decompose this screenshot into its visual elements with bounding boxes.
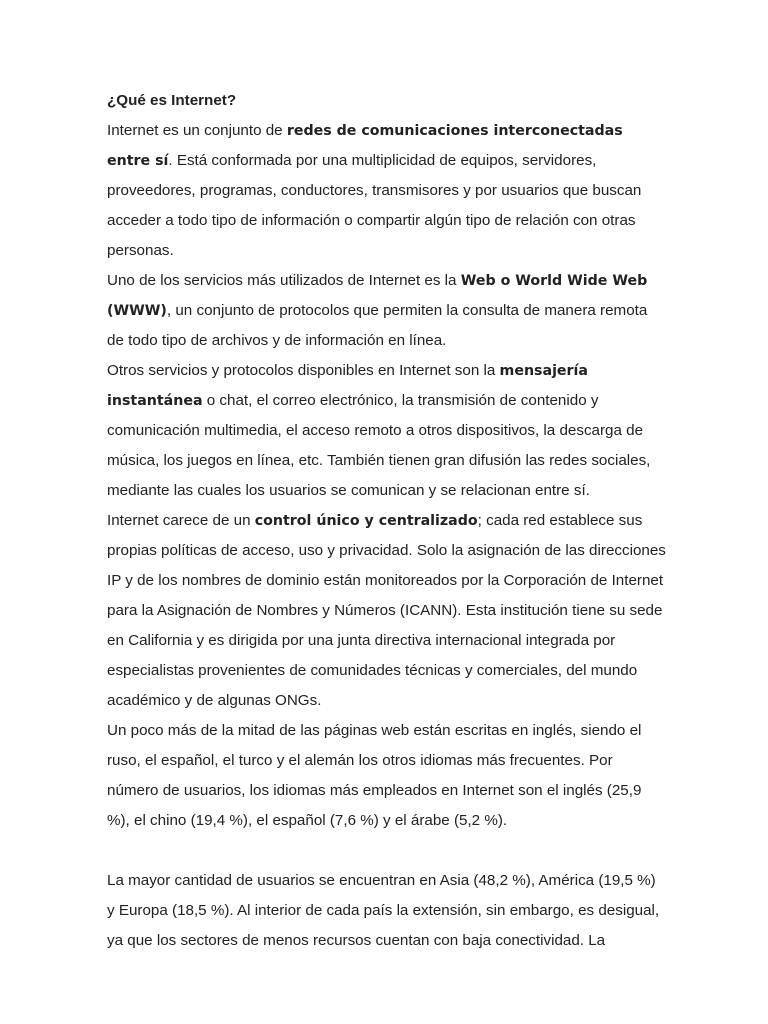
paragraph-text: Internet es un conjunto de xyxy=(107,122,287,139)
paragraph-text: . Está conformada por una multiplicidad de equipos, servidores, proveedores, programas, conductores, transmisores y por usuarios que buscan acceder a todo tipo de información o compartir algún tipo de relación con otras personas. xyxy=(107,152,642,259)
paragraph-languages: Un poco más de la mitad de las páginas web están escritas en inglés, siendo el ruso, el español, el turco y el alemán los otros idiomas más frecuentes. Por número de usuarios, los idiomas más empleados en Internet son el inglés (25,9 %), el chino (19,4 %), el español (7,6 %) y el árabe (5,2 %). xyxy=(107,722,642,829)
paragraph-regions: La mayor cantidad de usuarios se encuentran en Asia (48,2 %), América (19,5 %) y Europa (18,5 %). Al interior de cada país la extensión, sin embargo, es desigual, ya que los sectores de menos recursos cuentan con baja conectividad. La xyxy=(107,872,660,949)
bold-phrase: redes de comunicaciones interconectadas entre sí xyxy=(107,123,623,169)
document-title: ¿Qué es Internet? xyxy=(107,92,237,109)
paragraph-services xyxy=(107,356,667,506)
bold-phrase: Web o World Wide Web (WWW) xyxy=(107,273,648,319)
paragraph-text: Uno de los servicios más utilizados de Internet es la xyxy=(107,272,461,289)
paragraph-text: Internet carece de un xyxy=(107,512,255,529)
paragraph-text: o chat, el correo electrónico, la transmisión de contenido y comunicación multimedia, el acceso remoto a otros dispositivos, la descarga de música, los juegos en línea, etc. También tienen gran difusión las redes sociales, mediante las cuales los usuarios se comunican y se relacionan entre sí. xyxy=(107,392,651,499)
paragraph-text: , un conjunto de protocolos que permiten la consulta de manera remota de todo tipo de archivos y de información en línea. xyxy=(107,302,648,349)
paragraph-gap xyxy=(107,836,667,866)
bold-phrase: mensajería instantánea xyxy=(107,363,588,409)
paragraph-text: Otros servicios y protocolos disponibles en Internet son la xyxy=(107,362,500,379)
paragraph-control xyxy=(107,506,667,716)
paragraph-definition xyxy=(107,116,667,266)
paragraph-text: ; cada red establece sus propias políticas de acceso, uso y privacidad. Solo la asignación de las direcciones IP y de los nombres de dominio están monitoreados por la Corporación de Internet para la Asignación de Nombres y Números (ICANN). Esta institución tiene su sede en California y es dirigida por una junta directiva internacional integrada por especialistas provenientes de comunidades técnicas y comerciales, del mundo académico y de algunas ONGs. xyxy=(107,512,666,709)
paragraph-www xyxy=(107,266,667,356)
bold-phrase: control único y centralizado xyxy=(254,513,478,529)
document-page xyxy=(107,86,667,956)
